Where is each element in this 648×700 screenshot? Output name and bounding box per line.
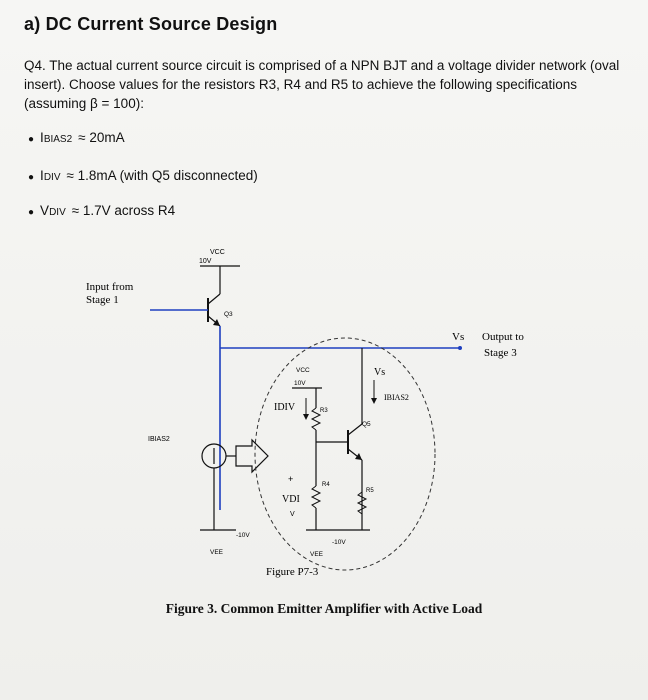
figure-caption: Figure 3. Common Emitter Amplifier with Active Load [165,601,483,616]
spec-vdiv [28,203,175,218]
big-arrow-icon [236,440,268,472]
vcc-top-value: 10V [199,258,212,265]
q3-label: Q3 [224,311,233,318]
bullet-icon: ● [28,172,35,183]
output-label-line1: Output to [482,331,524,343]
section-heading: a) DC Current Source Design [24,14,278,34]
insert-vcc-label: VCC [296,367,310,374]
spec-text: ≈ 20mA [78,130,125,145]
circuit-diagram [0,230,648,600]
vdi-plus: + [288,474,294,484]
question-text: Q4. The actual current source circuit is comprised of a NPN BJT and a voltage divider network (oval insert). Choose values for the resistors R3, R4 and R5 to achieve the following specifications (assuming β = 100): [24,58,620,111]
insert-vs-label: Vs [374,367,386,378]
r3-resistor [312,408,320,430]
spec-text: ≈ 1.7V across R4 [71,203,176,218]
vdi-v-label: V [290,511,295,518]
vcc-top-label: VCC [210,249,225,256]
figure-p7-3-label: Figure P7-3 [266,566,319,578]
insert-oval [255,338,435,570]
q5-label: Q5 [362,421,371,428]
r3-label: R3 [320,408,328,414]
spec-idiv [28,168,258,183]
output-label-line2: Stage 3 [484,347,517,359]
spec-symbol: V [40,203,50,218]
q3-transistor [208,294,220,326]
vdi-label: VDI [282,494,300,505]
vee-left-value: -10V [236,532,250,539]
bullet-icon: ● [28,207,35,218]
input-label-line1: Input from [86,281,134,293]
spec-text: ≈ 1.8mA (with Q5 disconnected) [66,168,258,183]
output-node [458,346,462,350]
vee-left-label: VEE [210,549,224,556]
bullet-icon: ● [28,134,35,145]
vs-output-label: Vs [452,331,465,343]
ibias2-source-label: IBIAS2 [148,436,170,443]
ibias2-insert-label: IBIAS2 [384,393,409,402]
insert-vee-label: VEE [310,551,324,558]
spec-symbol: I [40,168,44,183]
spec-subscript: DIV [43,172,61,183]
spec-subscript: DIV [49,207,66,218]
spec-ibias2 [28,130,125,145]
insert-vcc-value: 10V [294,380,306,387]
idiv-label: IDIV [274,402,296,413]
r4-label: R4 [322,482,330,488]
spec-subscript: BIAS2 [43,134,73,145]
input-label-line2: Stage 1 [86,294,119,306]
r4-resistor [312,486,320,508]
insert-vee-value: -10V [332,539,346,546]
spec-symbol: I [40,130,44,145]
r5-label: R5 [366,488,374,494]
q5-transistor [348,424,362,460]
